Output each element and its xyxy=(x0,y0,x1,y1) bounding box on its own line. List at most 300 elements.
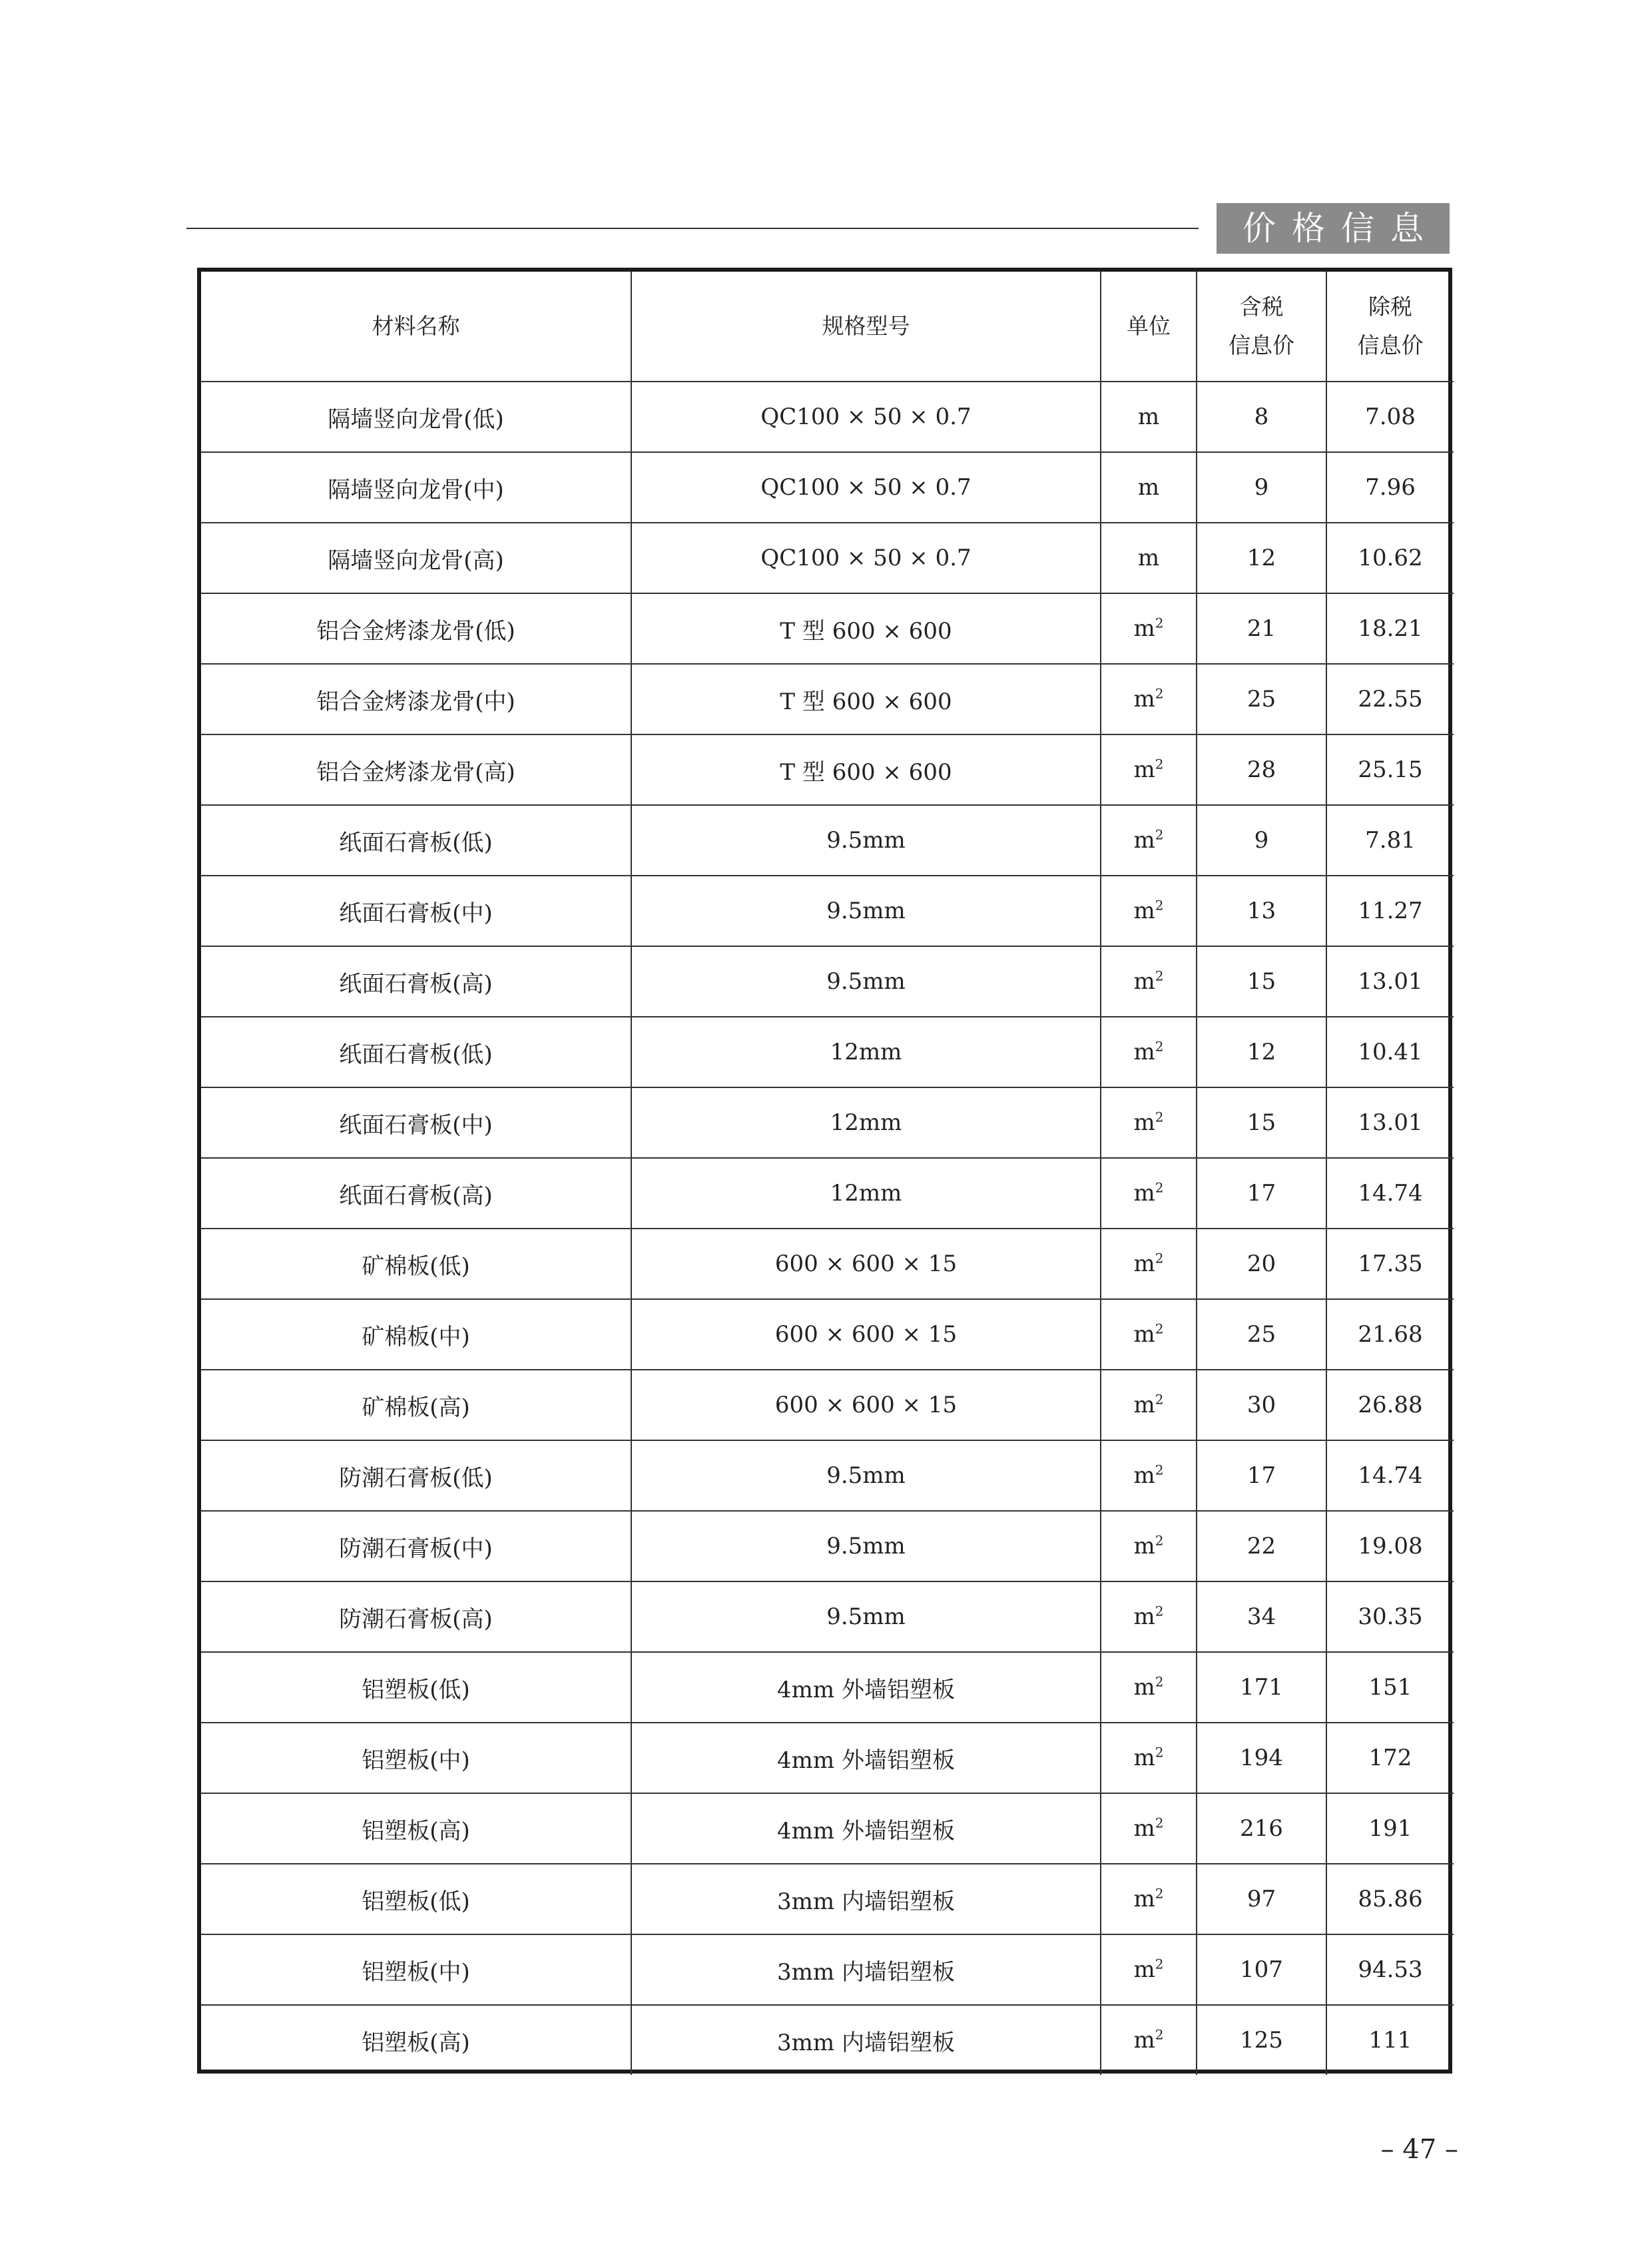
tax-exclusive-price-cell xyxy=(1326,1934,1454,2005)
spec-cell xyxy=(631,1581,1101,1652)
tax-inclusive-price-cell xyxy=(1197,1229,1326,1299)
unit-superscript: 2 xyxy=(1155,1885,1164,1902)
spec-text: 12mm xyxy=(830,1109,902,1136)
table-row xyxy=(201,593,1454,664)
material-name-text: 隔墙竖向龙骨(低) xyxy=(328,406,504,433)
spec-text: 9.5mm xyxy=(826,898,906,924)
tax-inclusive-price-text: 125 xyxy=(1240,2027,1283,2054)
material-name-cell xyxy=(201,946,631,1017)
spec-cell xyxy=(631,876,1101,946)
material-name-text: 铝塑板(高) xyxy=(362,1817,470,1844)
spec-text: 9.5mm xyxy=(826,1533,906,1559)
material-name-cell xyxy=(201,1087,631,1158)
unit-cell xyxy=(1101,2005,1197,2075)
unit-superscript: 2 xyxy=(1155,1109,1164,1125)
unit-text: m xyxy=(1133,1039,1155,1065)
header-rule xyxy=(186,228,1199,229)
unit-superscript: 2 xyxy=(1155,1603,1164,1619)
unit-text: m xyxy=(1133,1392,1155,1418)
spec-text: 600 × 600 × 15 xyxy=(774,1321,958,1348)
tax-inclusive-price-text: 17 xyxy=(1246,1180,1276,1207)
material-name-cell xyxy=(201,1158,631,1229)
tax-exclusive-price-text: 13.01 xyxy=(1358,1109,1423,1136)
tax-exclusive-price-cell xyxy=(1326,1229,1454,1299)
tax-exclusive-price-text: 85.86 xyxy=(1358,1886,1423,1912)
material-name-cell xyxy=(201,1440,631,1511)
spec-text: 9.5mm xyxy=(826,968,906,995)
material-name-cell xyxy=(201,1229,631,1299)
unit-cell xyxy=(1101,1087,1197,1158)
unit-text: m xyxy=(1133,1109,1155,1136)
tax-exclusive-price-text: 26.88 xyxy=(1358,1392,1423,1418)
material-name-cell xyxy=(201,734,631,805)
tax-exclusive-price-text: 10.41 xyxy=(1358,1039,1423,1065)
column-header-material-name xyxy=(201,272,631,382)
spec-text: 9.5mm xyxy=(826,1462,906,1489)
unit-cell xyxy=(1101,1793,1197,1864)
tax-exclusive-price-text: 21.68 xyxy=(1358,1321,1423,1348)
unit-cell xyxy=(1101,946,1197,1017)
material-name-cell xyxy=(201,1652,631,1723)
tax-inclusive-price-cell xyxy=(1197,946,1326,1017)
tax-inclusive-price-cell xyxy=(1197,1087,1326,1158)
material-name-text: 矿棉板(高) xyxy=(362,1394,470,1421)
column-header-spec xyxy=(631,272,1101,382)
spec-text: 3mm 内墙铝塑板 xyxy=(777,2029,955,2056)
unit-superscript: 2 xyxy=(1155,1744,1164,1761)
column-header-unit xyxy=(1101,272,1197,382)
spec-text: 4mm 外墙铝塑板 xyxy=(777,1817,955,1844)
unit-text: m xyxy=(1137,404,1160,430)
material-name-text: 铝塑板(低) xyxy=(362,1676,470,1703)
unit-superscript: 2 xyxy=(1155,1320,1164,1337)
column-header-label: 信息价 xyxy=(1357,332,1424,358)
tax-exclusive-price-text: 7.81 xyxy=(1365,827,1416,854)
tax-inclusive-price-text: 15 xyxy=(1246,968,1276,995)
tax-exclusive-price-cell xyxy=(1326,2005,1454,2075)
spec-cell xyxy=(631,1370,1101,1440)
tax-inclusive-price-cell xyxy=(1197,523,1326,593)
spec-text: QC100 × 50 × 0.7 xyxy=(760,474,971,501)
tax-exclusive-price-text: 25.15 xyxy=(1358,756,1423,783)
table-row xyxy=(201,1299,1454,1370)
tax-exclusive-price-cell xyxy=(1326,946,1454,1017)
unit-cell xyxy=(1101,523,1197,593)
unit-cell xyxy=(1101,1017,1197,1087)
tax-exclusive-price-text: 172 xyxy=(1368,1745,1412,1771)
tax-inclusive-price-cell xyxy=(1197,1793,1326,1864)
spec-text: QC100 × 50 × 0.7 xyxy=(760,545,971,571)
tax-exclusive-price-cell xyxy=(1326,523,1454,593)
tax-exclusive-price-cell xyxy=(1326,1793,1454,1864)
material-name-text: 纸面石膏板(中) xyxy=(339,1111,493,1139)
unit-text: m xyxy=(1133,898,1155,924)
tax-exclusive-price-cell xyxy=(1326,1370,1454,1440)
unit-text: m xyxy=(1133,1321,1155,1348)
material-name-text: 矿棉板(中) xyxy=(362,1323,470,1350)
tax-inclusive-price-cell xyxy=(1197,664,1326,734)
tax-inclusive-price-text: 107 xyxy=(1240,1956,1283,1983)
tax-inclusive-price-cell xyxy=(1197,1652,1326,1723)
unit-cell xyxy=(1101,1934,1197,2005)
spec-cell xyxy=(631,1229,1101,1299)
spec-cell xyxy=(631,1511,1101,1581)
tax-exclusive-price-text: 191 xyxy=(1368,1815,1412,1842)
spec-cell xyxy=(631,1934,1101,2005)
tax-exclusive-price-cell xyxy=(1326,734,1454,805)
unit-superscript: 2 xyxy=(1155,968,1164,984)
tax-exclusive-price-text: 13.01 xyxy=(1358,968,1423,995)
material-name-cell xyxy=(201,1017,631,1087)
tax-inclusive-price-text: 34 xyxy=(1246,1603,1276,1630)
unit-text: m xyxy=(1133,968,1155,995)
material-name-cell xyxy=(201,1299,631,1370)
material-name-cell xyxy=(201,382,631,452)
table-row xyxy=(201,1864,1454,1934)
spec-cell xyxy=(631,523,1101,593)
material-name-text: 隔墙竖向龙骨(中) xyxy=(328,476,504,503)
unit-superscript: 2 xyxy=(1155,756,1164,772)
column-header-label: 信息价 xyxy=(1229,332,1294,358)
tax-inclusive-price-cell xyxy=(1197,1299,1326,1370)
table-row xyxy=(201,382,1454,452)
tax-inclusive-price-text: 15 xyxy=(1246,1109,1276,1136)
spec-cell xyxy=(631,382,1101,452)
unit-superscript: 2 xyxy=(1155,1532,1164,1549)
tax-inclusive-price-text: 216 xyxy=(1240,1815,1283,1842)
unit-text: m xyxy=(1133,2027,1155,2054)
tax-inclusive-price-cell xyxy=(1197,382,1326,452)
unit-superscript: 2 xyxy=(1155,2026,1164,2043)
spec-cell xyxy=(631,1299,1101,1370)
unit-superscript: 2 xyxy=(1155,1956,1164,1972)
spec-text: 4mm 外墙铝塑板 xyxy=(777,1747,955,1774)
spec-text: 12mm xyxy=(830,1180,902,1207)
material-name-text: 矿棉板(低) xyxy=(362,1253,470,1280)
spec-text: 600 × 600 × 15 xyxy=(774,1251,958,1277)
spec-text: 3mm 内墙铝塑板 xyxy=(777,1888,955,1915)
unit-text: m xyxy=(1133,1603,1155,1630)
tax-inclusive-price-text: 13 xyxy=(1246,898,1276,924)
material-name-cell xyxy=(201,593,631,664)
unit-superscript: 2 xyxy=(1155,1179,1164,1196)
page-number: – 47 – xyxy=(1380,2134,1458,2165)
tax-exclusive-price-cell xyxy=(1326,1017,1454,1087)
material-name-text: 铝塑板(低) xyxy=(362,1888,470,1915)
tax-inclusive-price-text: 194 xyxy=(1240,1745,1283,1771)
spec-cell xyxy=(631,734,1101,805)
table-row xyxy=(201,1017,1454,1087)
tax-inclusive-price-text: 9 xyxy=(1254,827,1269,854)
tax-inclusive-price-cell xyxy=(1197,1581,1326,1652)
tax-inclusive-price-cell xyxy=(1197,876,1326,946)
table-row xyxy=(201,734,1454,805)
unit-cell xyxy=(1101,876,1197,946)
tax-exclusive-price-cell xyxy=(1326,664,1454,734)
unit-text: m xyxy=(1133,1815,1155,1842)
tax-inclusive-price-cell xyxy=(1197,1723,1326,1793)
table-row xyxy=(201,2005,1454,2075)
column-header-tax-inclusive-price xyxy=(1197,272,1326,382)
tax-inclusive-price-text: 25 xyxy=(1246,686,1276,712)
unit-superscript: 2 xyxy=(1155,615,1164,631)
table-row xyxy=(201,1229,1454,1299)
tax-inclusive-price-cell xyxy=(1197,1934,1326,2005)
tax-exclusive-price-text: 111 xyxy=(1368,2027,1412,2054)
tax-exclusive-price-text: 17.35 xyxy=(1358,1251,1423,1277)
material-name-text: 铝塑板(高) xyxy=(362,2029,470,2056)
spec-text: 9.5mm xyxy=(826,827,906,854)
spec-text: T 型 600 × 600 xyxy=(780,617,952,645)
tax-exclusive-price-cell xyxy=(1326,876,1454,946)
tax-inclusive-price-text: 30 xyxy=(1246,1392,1276,1418)
spec-text: T 型 600 × 600 xyxy=(780,758,952,786)
tax-inclusive-price-text: 20 xyxy=(1246,1251,1276,1277)
material-name-cell xyxy=(201,1370,631,1440)
column-header-tax-exclusive-price xyxy=(1326,272,1454,382)
unit-cell xyxy=(1101,1511,1197,1581)
table-row xyxy=(201,1723,1454,1793)
material-name-cell xyxy=(201,523,631,593)
tax-inclusive-price-text: 22 xyxy=(1246,1533,1276,1559)
spec-text: QC100 × 50 × 0.7 xyxy=(760,404,971,430)
spec-cell xyxy=(631,1723,1101,1793)
material-name-text: 防潮石膏板(高) xyxy=(339,1605,493,1633)
unit-cell xyxy=(1101,1652,1197,1723)
material-name-text: 防潮石膏板(中) xyxy=(339,1535,493,1562)
unit-text: m xyxy=(1133,686,1155,712)
unit-text: m xyxy=(1133,1533,1155,1559)
tax-inclusive-price-cell xyxy=(1197,1158,1326,1229)
tax-inclusive-price-cell xyxy=(1197,2005,1326,2075)
unit-text: m xyxy=(1133,1745,1155,1771)
spec-text: 600 × 600 × 15 xyxy=(774,1392,958,1418)
material-name-cell xyxy=(201,1864,631,1934)
tax-exclusive-price-text: 7.96 xyxy=(1365,474,1416,501)
tax-exclusive-price-text: 151 xyxy=(1368,1674,1412,1701)
spec-cell xyxy=(631,1793,1101,1864)
tax-inclusive-price-text: 12 xyxy=(1246,1039,1276,1065)
spec-text: 3mm 内墙铝塑板 xyxy=(777,1958,955,1986)
unit-cell xyxy=(1101,1723,1197,1793)
tax-exclusive-price-cell xyxy=(1326,1511,1454,1581)
unit-superscript: 2 xyxy=(1155,826,1164,843)
tax-exclusive-price-text: 10.62 xyxy=(1358,545,1423,571)
material-name-text: 铝合金烤漆龙骨(中) xyxy=(316,688,515,715)
unit-superscript: 2 xyxy=(1155,1250,1164,1267)
tax-exclusive-price-text: 30.35 xyxy=(1358,1603,1423,1630)
tax-exclusive-price-text: 7.08 xyxy=(1365,404,1416,430)
material-name-cell xyxy=(201,1581,631,1652)
tax-inclusive-price-text: 9 xyxy=(1254,474,1269,501)
unit-superscript: 2 xyxy=(1155,1462,1164,1478)
unit-superscript: 2 xyxy=(1155,1815,1164,1831)
material-name-text: 纸面石膏板(高) xyxy=(339,970,493,997)
tax-inclusive-price-text: 12 xyxy=(1246,545,1276,571)
table-row xyxy=(201,664,1454,734)
price-table-frame xyxy=(197,268,1452,2074)
table-row xyxy=(201,946,1454,1017)
column-header-label: 规格型号 xyxy=(822,313,910,339)
unit-superscript: 2 xyxy=(1155,1038,1164,1055)
tax-exclusive-price-cell xyxy=(1326,805,1454,876)
spec-text: 4mm 外墙铝塑板 xyxy=(777,1676,955,1703)
table-row xyxy=(201,1158,1454,1229)
unit-cell xyxy=(1101,1229,1197,1299)
tax-inclusive-price-cell xyxy=(1197,1017,1326,1087)
tax-inclusive-price-text: 21 xyxy=(1246,615,1276,642)
unit-cell xyxy=(1101,664,1197,734)
unit-text: m xyxy=(1133,1956,1155,1983)
tax-exclusive-price-text: 14.74 xyxy=(1358,1180,1423,1207)
unit-superscript: 2 xyxy=(1155,1391,1164,1408)
unit-cell xyxy=(1101,593,1197,664)
spec-cell xyxy=(631,805,1101,876)
price-table xyxy=(201,272,1454,2075)
material-name-text: 隔墙竖向龙骨(高) xyxy=(328,547,504,574)
table-row xyxy=(201,876,1454,946)
spec-cell xyxy=(631,1087,1101,1158)
table-row xyxy=(201,1511,1454,1581)
unit-text: m xyxy=(1137,474,1160,501)
column-header-label: 含税 xyxy=(1239,294,1284,320)
column-header-label: 除税 xyxy=(1368,294,1412,320)
tax-inclusive-price-cell xyxy=(1197,452,1326,523)
table-row xyxy=(201,1934,1454,2005)
column-header-label: 单位 xyxy=(1127,313,1171,339)
material-name-cell xyxy=(201,1511,631,1581)
unit-superscript: 2 xyxy=(1155,685,1164,702)
unit-cell xyxy=(1101,734,1197,805)
tax-exclusive-price-cell xyxy=(1326,452,1454,523)
table-header-row xyxy=(201,272,1454,382)
tax-exclusive-price-text: 14.74 xyxy=(1358,1462,1423,1489)
unit-text: m xyxy=(1137,545,1160,571)
unit-text: m xyxy=(1133,1462,1155,1489)
tax-inclusive-price-text: 97 xyxy=(1246,1886,1276,1912)
material-name-text: 纸面石膏板(高) xyxy=(339,1182,493,1209)
tax-inclusive-price-text: 28 xyxy=(1246,756,1276,783)
spec-cell xyxy=(631,452,1101,523)
spec-cell xyxy=(631,664,1101,734)
tax-exclusive-price-text: 94.53 xyxy=(1358,1956,1423,1983)
table-row xyxy=(201,805,1454,876)
section-title-badge: 价格信息 xyxy=(1217,203,1450,254)
unit-text: m xyxy=(1133,1674,1155,1701)
material-name-cell xyxy=(201,1723,631,1793)
table-row xyxy=(201,1440,1454,1511)
unit-cell xyxy=(1101,1370,1197,1440)
tax-inclusive-price-text: 25 xyxy=(1246,1321,1276,1348)
table-row xyxy=(201,1793,1454,1864)
tax-exclusive-price-cell xyxy=(1326,1440,1454,1511)
tax-exclusive-price-cell xyxy=(1326,1299,1454,1370)
unit-cell xyxy=(1101,452,1197,523)
spec-cell xyxy=(631,1440,1101,1511)
unit-cell xyxy=(1101,805,1197,876)
material-name-text: 纸面石膏板(低) xyxy=(339,829,493,856)
spec-text: 9.5mm xyxy=(826,1603,906,1630)
table-row xyxy=(201,452,1454,523)
tax-exclusive-price-text: 19.08 xyxy=(1358,1533,1423,1559)
table-row xyxy=(201,1087,1454,1158)
tax-inclusive-price-cell xyxy=(1197,593,1326,664)
tax-exclusive-price-cell xyxy=(1326,1652,1454,1723)
unit-cell xyxy=(1101,1158,1197,1229)
tax-exclusive-price-text: 11.27 xyxy=(1358,898,1423,924)
unit-cell xyxy=(1101,382,1197,452)
material-name-cell xyxy=(201,1934,631,2005)
unit-cell xyxy=(1101,1299,1197,1370)
unit-text: m xyxy=(1133,756,1155,783)
table-body xyxy=(201,382,1454,2075)
spec-cell xyxy=(631,593,1101,664)
table-row xyxy=(201,1581,1454,1652)
unit-superscript: 2 xyxy=(1155,1673,1164,1690)
unit-text: m xyxy=(1133,1180,1155,1207)
unit-cell xyxy=(1101,1440,1197,1511)
tax-exclusive-price-cell xyxy=(1326,1723,1454,1793)
tax-inclusive-price-cell xyxy=(1197,1440,1326,1511)
material-name-text: 铝塑板(中) xyxy=(362,1747,470,1774)
tax-exclusive-price-text: 18.21 xyxy=(1358,615,1423,642)
tax-exclusive-price-cell xyxy=(1326,1581,1454,1652)
tax-inclusive-price-cell xyxy=(1197,734,1326,805)
tax-inclusive-price-cell xyxy=(1197,1370,1326,1440)
material-name-cell xyxy=(201,1793,631,1864)
spec-cell xyxy=(631,1158,1101,1229)
tax-inclusive-price-text: 8 xyxy=(1254,404,1269,430)
material-name-text: 铝塑板(中) xyxy=(362,1958,470,1986)
material-name-cell xyxy=(201,2005,631,2075)
tax-inclusive-price-cell xyxy=(1197,1511,1326,1581)
tax-exclusive-price-cell xyxy=(1326,1158,1454,1229)
material-name-text: 纸面石膏板(中) xyxy=(339,900,493,927)
material-name-cell xyxy=(201,452,631,523)
tax-exclusive-price-cell xyxy=(1326,382,1454,452)
tax-exclusive-price-cell xyxy=(1326,593,1454,664)
material-name-cell xyxy=(201,664,631,734)
unit-superscript: 2 xyxy=(1155,897,1164,914)
tax-exclusive-price-cell xyxy=(1326,1087,1454,1158)
tax-exclusive-price-text: 22.55 xyxy=(1358,686,1423,712)
unit-cell xyxy=(1101,1581,1197,1652)
tax-exclusive-price-cell xyxy=(1326,1864,1454,1934)
material-name-cell xyxy=(201,805,631,876)
unit-text: m xyxy=(1133,1886,1155,1912)
unit-cell xyxy=(1101,1864,1197,1934)
spec-cell xyxy=(631,946,1101,1017)
spec-text: T 型 600 × 600 xyxy=(780,688,952,715)
unit-text: m xyxy=(1133,615,1155,642)
spec-cell xyxy=(631,1652,1101,1723)
table-row xyxy=(201,523,1454,593)
material-name-cell xyxy=(201,876,631,946)
material-name-text: 铝合金烤漆龙骨(高) xyxy=(316,758,515,786)
tax-inclusive-price-text: 17 xyxy=(1246,1462,1276,1489)
spec-cell xyxy=(631,2005,1101,2075)
tax-inclusive-price-text: 171 xyxy=(1240,1674,1283,1701)
spec-cell xyxy=(631,1864,1101,1934)
material-name-text: 铝合金烤漆龙骨(低) xyxy=(316,617,515,645)
tax-inclusive-price-cell xyxy=(1197,1864,1326,1934)
spec-cell xyxy=(631,1017,1101,1087)
table-row xyxy=(201,1370,1454,1440)
spec-text: 12mm xyxy=(830,1039,902,1065)
unit-text: m xyxy=(1133,827,1155,854)
unit-text: m xyxy=(1133,1251,1155,1277)
tax-inclusive-price-cell xyxy=(1197,805,1326,876)
